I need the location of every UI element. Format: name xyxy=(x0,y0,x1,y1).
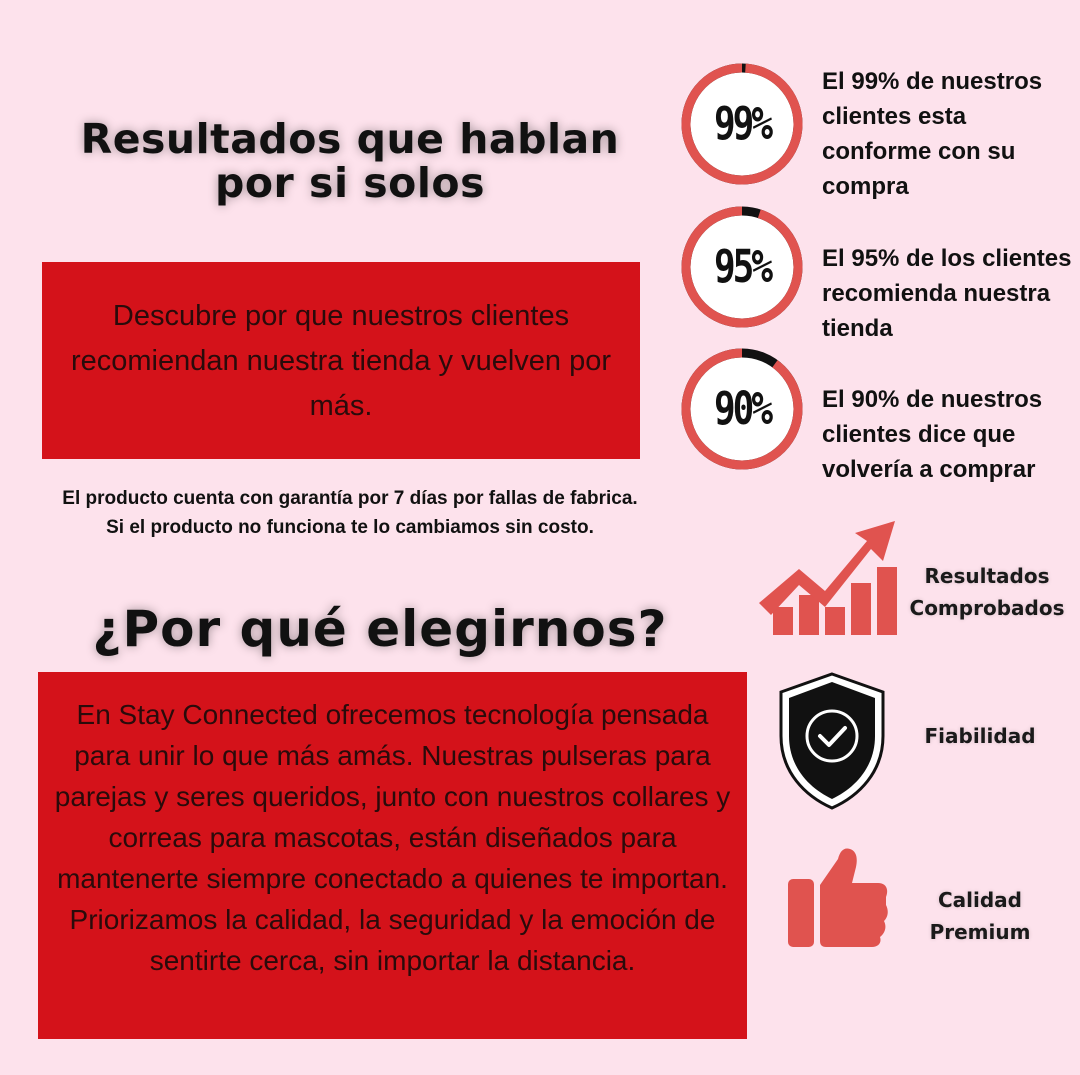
stat-description: El 95% de los clientes recomienda nuestra tienda xyxy=(822,245,1072,342)
feature-label-quality: Calidad Premium xyxy=(929,888,1031,944)
stat-ring-99 xyxy=(678,60,806,188)
intro-text: Descubre por que nuestros clientes recomiendan nuestra tienda y vuelven por más. xyxy=(70,300,612,422)
shield-check-icon xyxy=(775,670,889,812)
stat-ring-95 xyxy=(678,203,806,331)
why-text: En Stay Connected ofrecemos tecnología pensada para unir lo que más amás. Nuestras pulseras para parejas y seres queridos, junto con nuestros collares y correas para mascotas, están diseñados para mantenerte siempre conectado a quienes te importan. Priorizamos la calidad, la seguridad y la emoción de sentirte cerca, sin importar la distancia. xyxy=(54,699,731,976)
why-heading: ¿Por qué elegirnos? xyxy=(92,600,668,658)
stat-percent: 95% xyxy=(713,241,771,293)
stat-percent: 90% xyxy=(713,383,771,435)
guarantee-text: El producto cuenta con garantía por 7 días por fallas de fabrica. Si el producto no funciona te lo cambiamos sin costo. xyxy=(62,488,638,538)
feature-label-reliability: Fiabilidad xyxy=(924,724,1036,748)
results-heading: Resultados que hablan por si solos xyxy=(80,115,620,207)
thumbs-up-icon xyxy=(786,845,890,950)
stat-description: El 99% de nuestros clientes esta conforme con su compra xyxy=(822,68,1043,200)
growth-chart-icon xyxy=(755,515,910,637)
stat-ring-90 xyxy=(678,345,806,473)
stat-description: El 90% de nuestros clientes dice que volvería a comprar xyxy=(822,386,1043,483)
stat-percent: 99% xyxy=(713,98,771,150)
feature-label-results: Resultados Comprobados xyxy=(909,564,1065,620)
why-box xyxy=(38,672,747,1039)
intro-box xyxy=(42,262,640,459)
